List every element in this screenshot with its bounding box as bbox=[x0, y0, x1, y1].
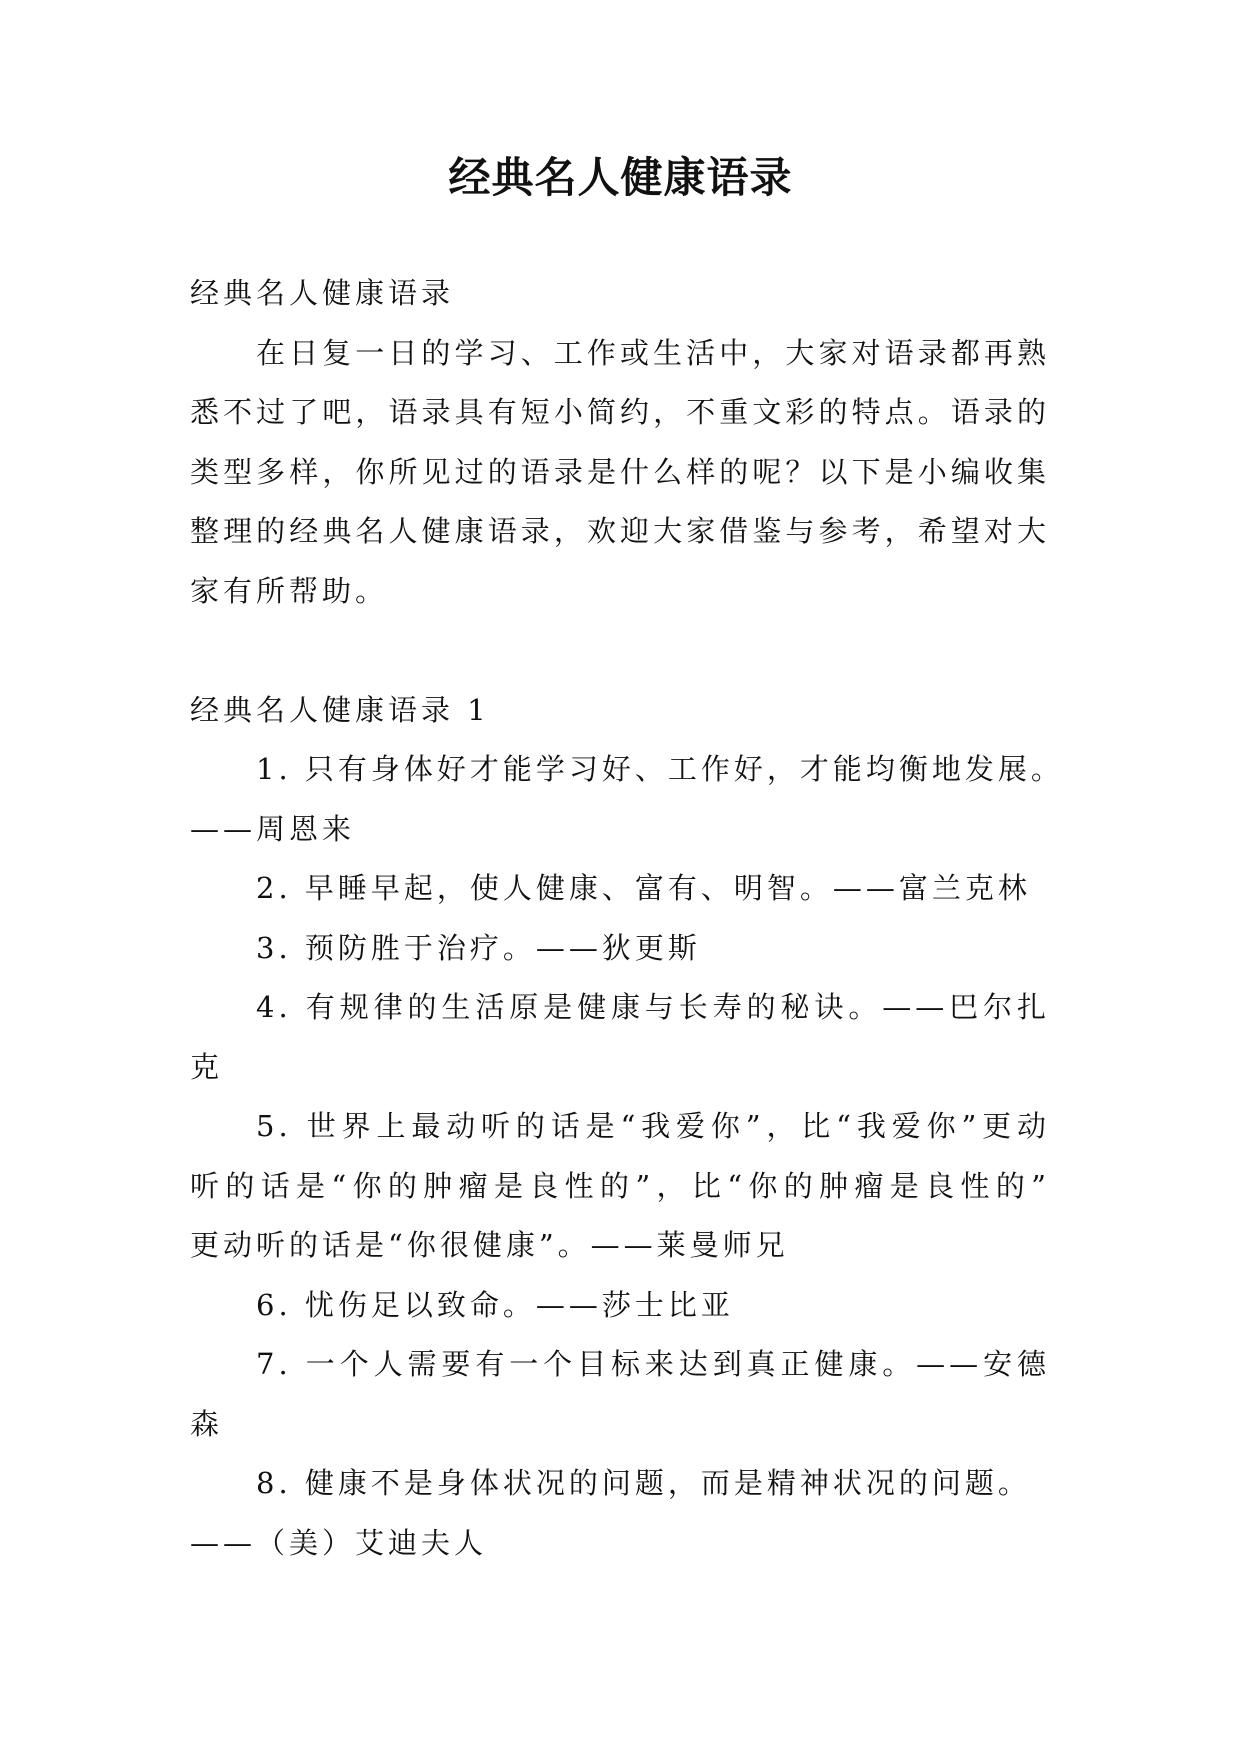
quote-line: 6. 忧伤足以致命。——莎士比亚 bbox=[256, 1287, 734, 1322]
document-title: 经典名人健康语录 bbox=[448, 153, 793, 202]
quote-line: 5. 世界上最动听的话是“我爱你”，比“我爱你”更动 bbox=[256, 1109, 1050, 1143]
document-body bbox=[190, 264, 1064, 1573]
intro-heading: 经典名人健康语录 bbox=[190, 276, 455, 310]
quote-item bbox=[190, 740, 1064, 859]
quote-item bbox=[190, 1276, 1050, 1336]
quote-line: 7. 一个人需要有一个目标来达到真正健康。——安德 bbox=[256, 1347, 1050, 1381]
quote-attribution: ——周恩来 bbox=[190, 811, 356, 846]
quote-line: 更动听的话是“你很健康”。——莱曼师兄 bbox=[190, 1228, 789, 1262]
quote-item bbox=[190, 1097, 1050, 1276]
intro-line: 类型多样，你所见过的语录是什么样的呢？以下是小编收集 bbox=[190, 454, 1050, 489]
quote-attribution: 克 bbox=[190, 1049, 224, 1084]
section-heading: 经典名人健康语录 1 bbox=[190, 692, 490, 727]
intro-line: 家有所帮助。 bbox=[190, 573, 389, 608]
quote-line: 听的话是“你的肿瘤是良性的”，比“你的肿瘤是良性的” bbox=[190, 1168, 1050, 1203]
quote-item bbox=[190, 1454, 1050, 1573]
quote-item bbox=[190, 919, 1050, 979]
section-spacer bbox=[190, 621, 1050, 681]
quote-line: 8. 健康不是身体状况的问题，而是精神状况的问题。 bbox=[256, 1466, 1031, 1500]
quote-line: 3. 预防胜于治疗。——狄更斯 bbox=[256, 930, 701, 965]
quote-item bbox=[190, 978, 1050, 1097]
intro-paragraph bbox=[190, 324, 1050, 622]
intro-line: 在日复一日的学习、工作或生活中，大家对语录都再熟 bbox=[256, 335, 1050, 370]
quote-item bbox=[190, 859, 1050, 919]
quote-line: 4. 有规律的生活原是健康与长寿的秘诀。——巴尔扎 bbox=[256, 990, 1050, 1024]
quote-line: 1. 只有身体好才能学习好、工作好，才能均衡地发展。 bbox=[256, 752, 1064, 786]
quote-attribution: ——（美）艾迪夫人 bbox=[190, 1525, 488, 1560]
quote-item bbox=[190, 1335, 1050, 1454]
intro-line: 悉不过了吧，语录具有短小简约，不重文彩的特点。语录的 bbox=[190, 395, 1050, 429]
quote-line: 2. 早睡早起，使人健康、富有、明智。——富兰克林 bbox=[256, 871, 1031, 905]
intro-line: 整理的经典名人健康语录，欢迎大家借鉴与参考，希望对大 bbox=[190, 514, 1050, 548]
quote-attribution: 森 bbox=[190, 1406, 224, 1441]
